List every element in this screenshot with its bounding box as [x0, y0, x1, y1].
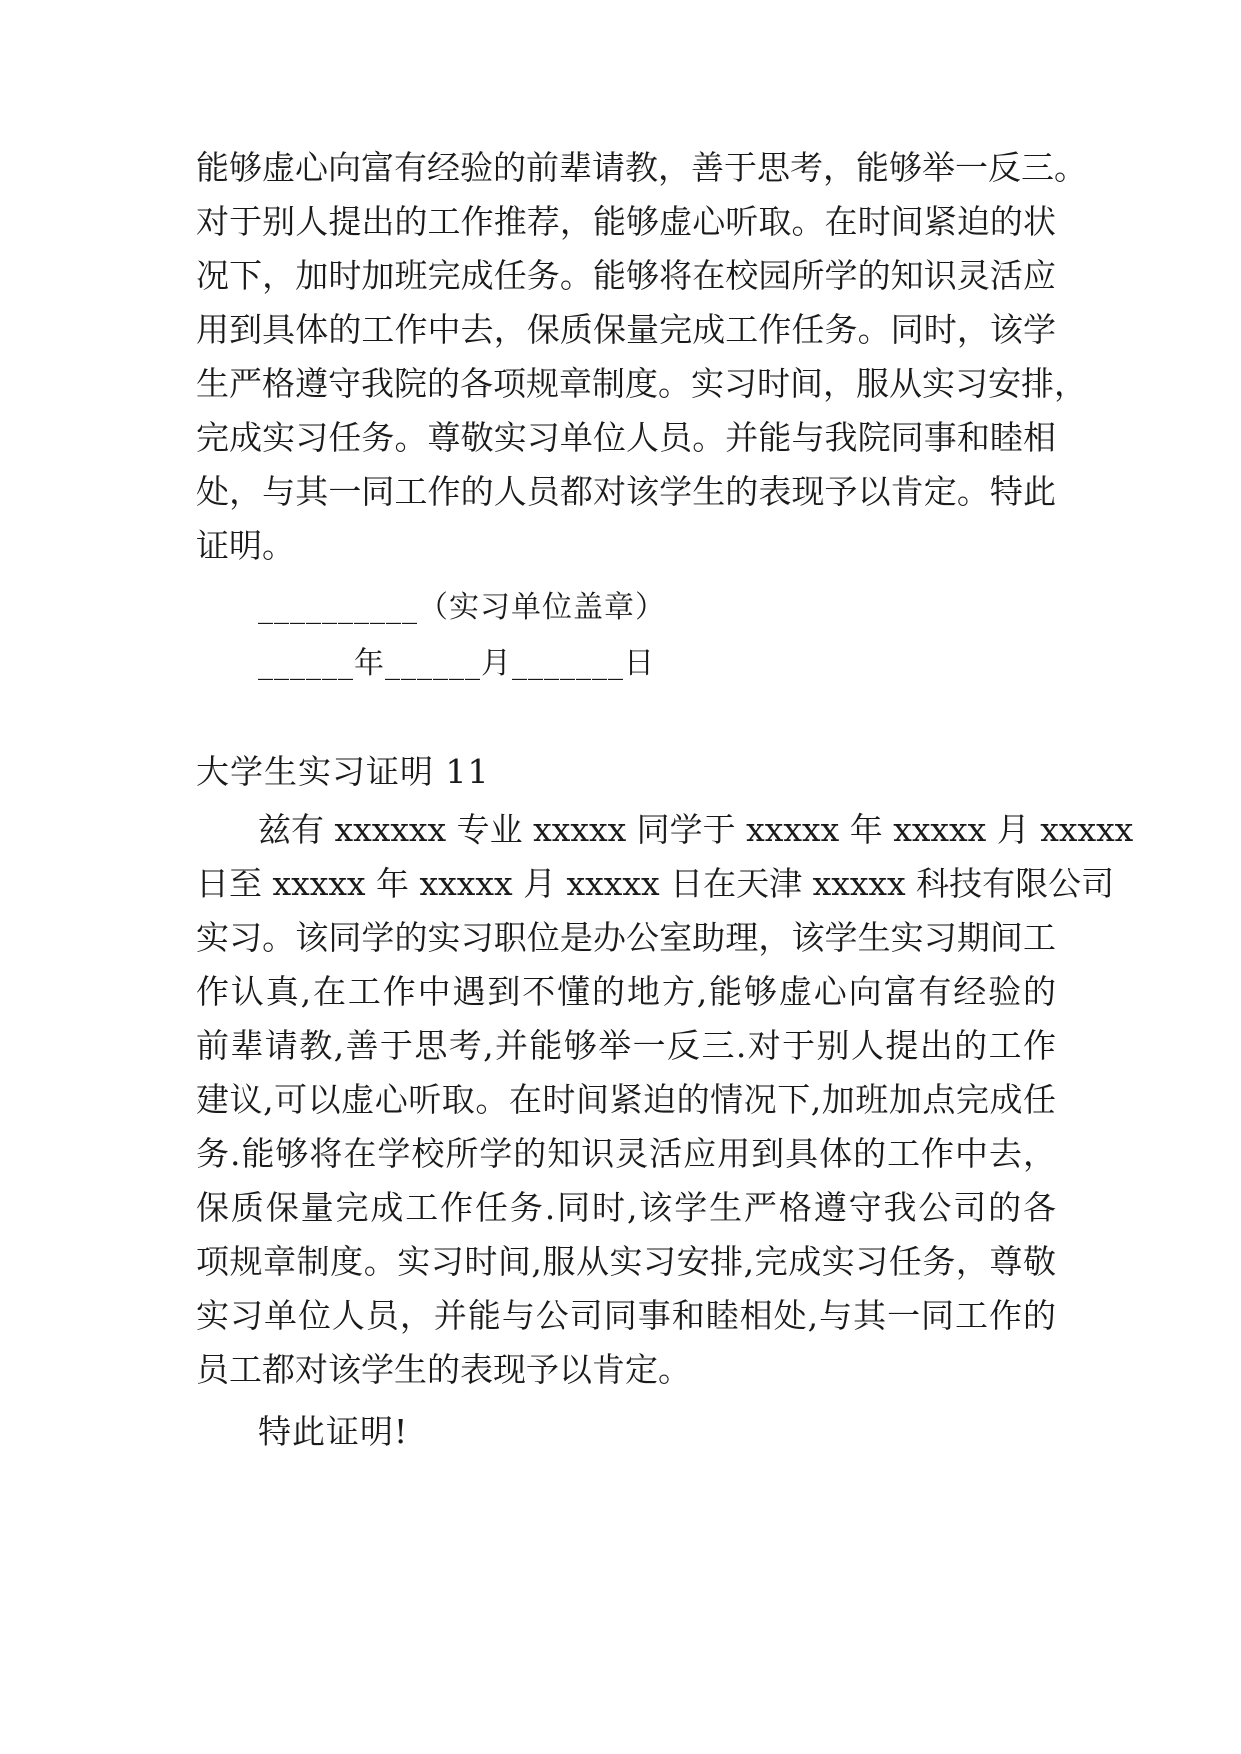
body-line: 况下，加时加班完成任务。能够将在校园所学的知识灵活应: [196, 256, 1056, 295]
section-title: 大学生实习证明 11: [196, 752, 490, 791]
body-line: 作认真,在工作中遇到不懂的地方,能够虚心向富有经验的: [196, 972, 1056, 1011]
body-line: 建议,可以虚心听取。在时间紧迫的情况下,加班加点完成任: [196, 1080, 1056, 1119]
body-line: 日至 xxxxx 年 xxxxx 月 xxxxx 日在天津 xxxxx 科技有限公司: [196, 864, 1115, 903]
body-line: 用到具体的工作中去，保质保量完成工作任务。同时，该学: [196, 310, 1056, 349]
body-line: 保质保量完成工作任务.同时,该学生严格遵守我公司的各: [196, 1188, 1056, 1227]
body-line: 能够虚心向富有经验的前辈请教，善于思考，能够举一反三。: [196, 148, 1087, 187]
body-line: 处，与其一同工作的人员都对该学生的表现予以肯定。特此: [196, 472, 1056, 511]
body-line: 对于别人提出的工作推荐，能够虚心听取。在时间紧迫的状: [196, 202, 1056, 241]
body-line: 实习。该同学的实习职位是办公室助理，该学生实习期间工: [196, 918, 1056, 957]
body-line: 兹有 xxxxxx 专业 xxxxx 同学于 xxxxx 年 xxxxx 月 xxxxx: [258, 810, 1134, 849]
body-line: 证明。: [196, 526, 295, 565]
date-line: ______年______月_______日: [258, 646, 655, 681]
body-line: 员工都对该学生的表现予以肯定。: [196, 1350, 691, 1389]
body-line: 务.能够将在学校所学的知识灵活应用到具体的工作中去，: [196, 1134, 1056, 1173]
body-line: 项规章制度。实习时间,服从实习安排,完成实习任务，尊敬: [196, 1242, 1056, 1281]
seal-line: __________（实习单位盖章）: [258, 590, 666, 625]
body-line: 完成实习任务。尊敬实习单位人员。并能与我院同事和睦相: [196, 418, 1056, 457]
body-line: 生严格遵守我院的各项规章制度。实习时间，服从实习安排，: [196, 364, 1087, 403]
body-line: 前辈请教,善于思考,并能够举一反三.对于别人提出的工作: [196, 1026, 1056, 1065]
closing-text: 特此证明!: [258, 1412, 409, 1451]
body-line: 实习单位人员，并能与公司同事和睦相处,与其一同工作的: [196, 1296, 1056, 1335]
